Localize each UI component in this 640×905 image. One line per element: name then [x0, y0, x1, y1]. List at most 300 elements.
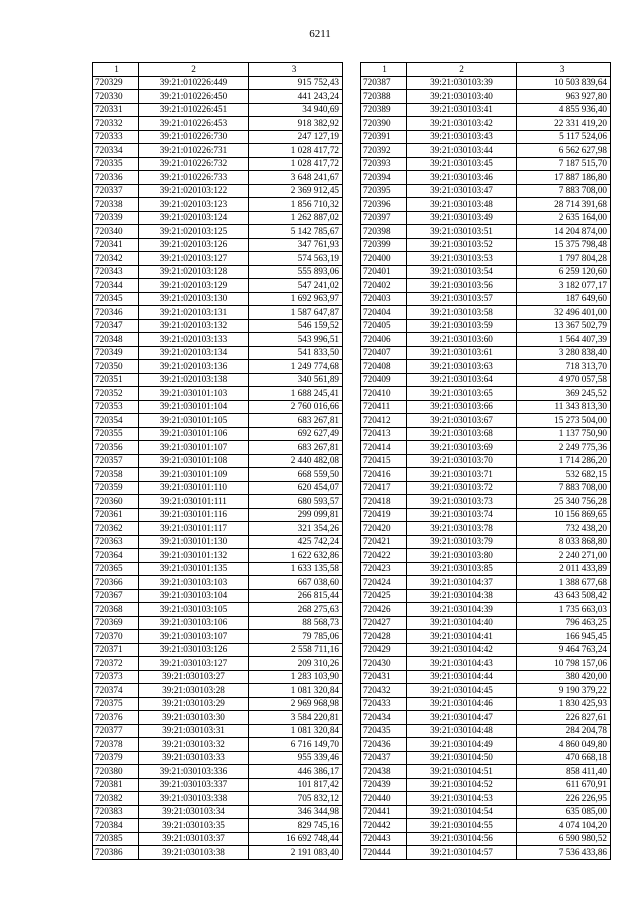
value-cell: 668 559,50 — [249, 468, 343, 482]
cadastral-number-cell: 39:21:020103:133 — [139, 333, 249, 347]
row-number-cell: 720336 — [93, 171, 139, 185]
value-cell: 620 454,07 — [249, 481, 343, 495]
row-number-cell: 720385 — [93, 832, 139, 846]
row-number-cell: 720432 — [361, 684, 407, 698]
cadastral-number-cell: 39:21:010226:450 — [139, 90, 249, 104]
cadastral-number-cell: 39:21:010226:453 — [139, 117, 249, 131]
cadastral-number-cell: 39:21:010226:731 — [139, 144, 249, 158]
table-row — [361, 603, 611, 617]
row-number-cell: 720352 — [93, 387, 139, 401]
cadastral-number-cell: 39:21:030104:40 — [407, 616, 517, 630]
cadastral-number-cell: 39:21:010226:449 — [139, 76, 249, 90]
table-row — [93, 819, 343, 833]
row-number-cell: 720341 — [93, 238, 139, 252]
row-number-cell: 720389 — [361, 103, 407, 117]
table-row — [361, 846, 611, 860]
value-cell: 1 028 417,72 — [249, 157, 343, 171]
row-number-cell: 720358 — [93, 468, 139, 482]
cadastral-number-cell: 39:21:030103:337 — [139, 778, 249, 792]
row-number-cell: 720355 — [93, 427, 139, 441]
cadastral-number-cell: 39:21:010226:732 — [139, 157, 249, 171]
column-header-2: 2 — [407, 63, 517, 77]
value-cell: 28 714 391,68 — [517, 198, 611, 212]
table-row — [361, 535, 611, 549]
cadastral-number-cell: 39:21:030101:105 — [139, 414, 249, 428]
row-number-cell: 720406 — [361, 333, 407, 347]
cadastral-number-cell: 39:21:030103:79 — [407, 535, 517, 549]
row-number-cell: 720416 — [361, 468, 407, 482]
value-cell: 2 635 164,00 — [517, 211, 611, 225]
table-row — [93, 414, 343, 428]
table-row — [93, 387, 343, 401]
row-number-cell: 720431 — [361, 670, 407, 684]
table-row — [93, 427, 343, 441]
table-row — [361, 508, 611, 522]
table-row — [361, 481, 611, 495]
value-cell: 1 856 710,32 — [249, 198, 343, 212]
value-cell: 8 033 868,80 — [517, 535, 611, 549]
cadastral-number-cell: 39:21:020103:129 — [139, 279, 249, 293]
cadastral-number-cell: 39:21:030104:38 — [407, 589, 517, 603]
cadastral-number-cell: 39:21:030103:107 — [139, 630, 249, 644]
cadastral-number-cell: 39:21:030103:67 — [407, 414, 517, 428]
row-number-cell: 720388 — [361, 90, 407, 104]
value-cell: 543 996,51 — [249, 333, 343, 347]
table-row — [93, 562, 343, 576]
table-row — [361, 306, 611, 320]
cadastral-number-cell: 39:21:030103:66 — [407, 400, 517, 414]
table-row — [361, 589, 611, 603]
table-row — [93, 117, 343, 131]
row-number-cell: 720330 — [93, 90, 139, 104]
table-row — [93, 400, 343, 414]
table-row — [93, 441, 343, 455]
table-row — [93, 697, 343, 711]
value-cell: 34 940,69 — [249, 103, 343, 117]
table-row — [93, 751, 343, 765]
value-cell: 546 159,52 — [249, 319, 343, 333]
value-cell: 1 388 677,68 — [517, 576, 611, 590]
value-cell: 2 440 482,08 — [249, 454, 343, 468]
table-row — [361, 130, 611, 144]
row-number-cell: 720418 — [361, 495, 407, 509]
cadastral-number-cell: 39:21:030103:41 — [407, 103, 517, 117]
value-cell: 829 745,16 — [249, 819, 343, 833]
table-row — [361, 468, 611, 482]
row-number-cell: 720429 — [361, 643, 407, 657]
value-cell: 79 785,06 — [249, 630, 343, 644]
value-cell: 1 688 245,41 — [249, 387, 343, 401]
row-number-cell: 720392 — [361, 144, 407, 158]
table-row — [361, 805, 611, 819]
row-number-cell: 720411 — [361, 400, 407, 414]
row-number-cell: 720407 — [361, 346, 407, 360]
value-cell: 9 190 379,22 — [517, 684, 611, 698]
table-row — [361, 387, 611, 401]
table-row — [93, 535, 343, 549]
cadastral-number-cell: 39:21:010226:733 — [139, 171, 249, 185]
row-number-cell: 720395 — [361, 184, 407, 198]
row-number-cell: 720430 — [361, 657, 407, 671]
value-cell: 1 081 320,84 — [249, 684, 343, 698]
cadastral-number-cell: 39:21:030103:63 — [407, 360, 517, 374]
cadastral-number-cell: 39:21:030103:106 — [139, 616, 249, 630]
cadastral-number-cell: 39:21:030103:336 — [139, 765, 249, 779]
cadastral-number-cell: 39:21:020103:123 — [139, 198, 249, 212]
row-number-cell: 720390 — [361, 117, 407, 131]
cadastral-number-cell: 39:21:030103:54 — [407, 265, 517, 279]
row-number-cell: 720422 — [361, 549, 407, 563]
table-row — [93, 616, 343, 630]
table-row — [93, 157, 343, 171]
cadastral-number-cell: 39:21:030103:78 — [407, 522, 517, 536]
table-row — [361, 333, 611, 347]
row-number-cell: 720412 — [361, 414, 407, 428]
cadastral-number-cell: 39:21:030101:130 — [139, 535, 249, 549]
cadastral-number-cell: 39:21:020103:134 — [139, 346, 249, 360]
table-row — [93, 495, 343, 509]
value-cell: 43 643 508,42 — [517, 589, 611, 603]
cadastral-number-cell: 39:21:030104:45 — [407, 684, 517, 698]
cadastral-number-cell: 39:21:030104:55 — [407, 819, 517, 833]
value-cell: 3 280 838,40 — [517, 346, 611, 360]
value-cell: 611 670,91 — [517, 778, 611, 792]
value-cell: 692 627,49 — [249, 427, 343, 441]
table-row — [361, 427, 611, 441]
table-row — [361, 454, 611, 468]
row-number-cell: 720437 — [361, 751, 407, 765]
table-row — [361, 562, 611, 576]
table-row — [93, 589, 343, 603]
row-number-cell: 720370 — [93, 630, 139, 644]
value-cell: 532 682,15 — [517, 468, 611, 482]
row-number-cell: 720438 — [361, 765, 407, 779]
value-cell: 680 593,57 — [249, 495, 343, 509]
value-cell: 7 883 708,00 — [517, 481, 611, 495]
table-row — [361, 225, 611, 239]
value-cell: 5 142 785,67 — [249, 225, 343, 239]
table-row — [93, 198, 343, 212]
cadastral-number-cell: 39:21:030104:37 — [407, 576, 517, 590]
row-number-cell: 720354 — [93, 414, 139, 428]
value-cell: 6 716 149,70 — [249, 738, 343, 752]
table-row — [361, 819, 611, 833]
table-row — [93, 805, 343, 819]
row-number-cell: 720368 — [93, 603, 139, 617]
table-row — [93, 319, 343, 333]
cadastral-number-cell: 39:21:030103:52 — [407, 238, 517, 252]
value-cell: 1 137 750,90 — [517, 427, 611, 441]
value-cell: 4 860 049,80 — [517, 738, 611, 752]
cadastral-number-cell: 39:21:030103:30 — [139, 711, 249, 725]
row-number-cell: 720435 — [361, 724, 407, 738]
row-number-cell: 720427 — [361, 616, 407, 630]
cadastral-number-cell: 39:21:030104:49 — [407, 738, 517, 752]
cadastral-number-cell: 39:21:030103:60 — [407, 333, 517, 347]
row-number-cell: 720338 — [93, 198, 139, 212]
cadastral-number-cell: 39:21:020103:128 — [139, 265, 249, 279]
row-number-cell: 720350 — [93, 360, 139, 374]
row-number-cell: 720377 — [93, 724, 139, 738]
value-cell: 4 855 936,40 — [517, 103, 611, 117]
cadastral-number-cell: 39:21:010226:730 — [139, 130, 249, 144]
cadastral-number-cell: 39:21:020103:122 — [139, 184, 249, 198]
cadastral-number-cell: 39:21:030101:109 — [139, 468, 249, 482]
value-cell: 1 622 632,86 — [249, 549, 343, 563]
cadastral-number-cell: 39:21:030103:33 — [139, 751, 249, 765]
cadastral-number-cell: 39:21:030103:127 — [139, 657, 249, 671]
cadastral-number-cell: 39:21:030101:106 — [139, 427, 249, 441]
row-number-cell: 720426 — [361, 603, 407, 617]
value-cell: 4 074 104,20 — [517, 819, 611, 833]
table-row — [93, 576, 343, 590]
row-number-cell: 720425 — [361, 589, 407, 603]
value-cell: 1 633 135,58 — [249, 562, 343, 576]
table-row — [93, 225, 343, 239]
value-cell: 284 204,78 — [517, 724, 611, 738]
table-row — [93, 252, 343, 266]
row-number-cell: 720378 — [93, 738, 139, 752]
value-cell: 14 204 874,00 — [517, 225, 611, 239]
row-number-cell: 720421 — [361, 535, 407, 549]
cadastral-number-cell: 39:21:030103:53 — [407, 252, 517, 266]
cadastral-number-cell: 39:21:030103:43 — [407, 130, 517, 144]
table-row — [361, 670, 611, 684]
row-number-cell: 720371 — [93, 643, 139, 657]
cadastral-number-cell: 39:21:030104:47 — [407, 711, 517, 725]
row-number-cell: 720439 — [361, 778, 407, 792]
value-cell: 683 267,81 — [249, 414, 343, 428]
cadastral-number-cell: 39:21:030103:42 — [407, 117, 517, 131]
value-cell: 470 668,18 — [517, 751, 611, 765]
table-row — [361, 778, 611, 792]
value-cell: 6 562 627,98 — [517, 144, 611, 158]
cadastral-number-cell: 39:21:030103:71 — [407, 468, 517, 482]
row-number-cell: 720440 — [361, 792, 407, 806]
row-number-cell: 720433 — [361, 697, 407, 711]
row-number-cell: 720423 — [361, 562, 407, 576]
table-row — [361, 117, 611, 131]
row-number-cell: 720372 — [93, 657, 139, 671]
value-cell: 15 273 504,00 — [517, 414, 611, 428]
left-table — [92, 62, 343, 860]
cadastral-number-cell: 39:21:030101:104 — [139, 400, 249, 414]
table-row — [361, 630, 611, 644]
row-number-cell: 720331 — [93, 103, 139, 117]
cadastral-number-cell: 39:21:030103:44 — [407, 144, 517, 158]
table-row — [361, 252, 611, 266]
table-row — [361, 157, 611, 171]
value-cell: 1 249 774,68 — [249, 360, 343, 374]
value-cell: 347 761,93 — [249, 238, 343, 252]
cadastral-number-cell: 39:21:030104:50 — [407, 751, 517, 765]
value-cell: 963 927,80 — [517, 90, 611, 104]
cadastral-number-cell: 39:21:030103:72 — [407, 481, 517, 495]
table-row — [93, 265, 343, 279]
row-number-cell: 720393 — [361, 157, 407, 171]
value-cell: 380 420,00 — [517, 670, 611, 684]
row-number-cell: 720375 — [93, 697, 139, 711]
value-cell: 1 587 647,87 — [249, 306, 343, 320]
cadastral-number-cell: 39:21:030104:43 — [407, 657, 517, 671]
value-cell: 718 313,70 — [517, 360, 611, 374]
table-row — [361, 522, 611, 536]
cadastral-number-cell: 39:21:020103:124 — [139, 211, 249, 225]
right-table-body — [361, 76, 611, 859]
row-number-cell: 720400 — [361, 252, 407, 266]
row-number-cell: 720349 — [93, 346, 139, 360]
column-header-3: 3 — [249, 63, 343, 77]
value-cell: 667 038,60 — [249, 576, 343, 590]
row-number-cell: 720334 — [93, 144, 139, 158]
row-number-cell: 720329 — [93, 76, 139, 90]
table-row — [361, 319, 611, 333]
row-number-cell: 720343 — [93, 265, 139, 279]
value-cell: 7 883 708,00 — [517, 184, 611, 198]
value-cell: 547 241,02 — [249, 279, 343, 293]
value-cell: 2 249 775,36 — [517, 441, 611, 455]
cadastral-number-cell: 39:21:030103:29 — [139, 697, 249, 711]
table-row — [361, 211, 611, 225]
value-cell: 955 339,46 — [249, 751, 343, 765]
cadastral-number-cell: 39:21:030103:103 — [139, 576, 249, 590]
cadastral-number-cell: 39:21:030104:56 — [407, 832, 517, 846]
row-number-cell: 720353 — [93, 400, 139, 414]
value-cell: 1 735 663,03 — [517, 603, 611, 617]
row-number-cell: 720360 — [93, 495, 139, 509]
row-number-cell: 720417 — [361, 481, 407, 495]
table-row — [361, 279, 611, 293]
table-row — [93, 765, 343, 779]
value-cell: 3 182 077,17 — [517, 279, 611, 293]
table-row — [361, 400, 611, 414]
value-cell: 858 411,40 — [517, 765, 611, 779]
cadastral-number-cell: 39:21:030104:42 — [407, 643, 517, 657]
cadastral-number-cell: 39:21:020103:126 — [139, 238, 249, 252]
row-number-cell: 720366 — [93, 576, 139, 590]
cadastral-number-cell: 39:21:030104:52 — [407, 778, 517, 792]
value-cell: 2 191 083,40 — [249, 846, 343, 860]
column-header-1: 1 — [93, 63, 139, 77]
cadastral-number-cell: 39:21:030104:57 — [407, 846, 517, 860]
column-header-1: 1 — [361, 63, 407, 77]
table-header-row — [93, 63, 343, 77]
row-number-cell: 720434 — [361, 711, 407, 725]
table-row — [93, 306, 343, 320]
cadastral-number-cell: 39:21:030103:28 — [139, 684, 249, 698]
row-number-cell: 720373 — [93, 670, 139, 684]
cadastral-number-cell: 39:21:030103:105 — [139, 603, 249, 617]
table-row — [361, 90, 611, 104]
value-cell: 268 275,63 — [249, 603, 343, 617]
table-row — [361, 711, 611, 725]
cadastral-number-cell: 39:21:030103:74 — [407, 508, 517, 522]
table-row — [93, 832, 343, 846]
cadastral-number-cell: 39:21:030103:69 — [407, 441, 517, 455]
row-number-cell: 720346 — [93, 306, 139, 320]
row-number-cell: 720333 — [93, 130, 139, 144]
value-cell: 446 386,17 — [249, 765, 343, 779]
row-number-cell: 720394 — [361, 171, 407, 185]
cadastral-number-cell: 39:21:030104:53 — [407, 792, 517, 806]
table-row — [93, 90, 343, 104]
cadastral-number-cell: 39:21:030104:48 — [407, 724, 517, 738]
cadastral-number-cell: 39:21:030101:110 — [139, 481, 249, 495]
value-cell: 2 558 711,16 — [249, 643, 343, 657]
table-row — [93, 184, 343, 198]
table-row — [361, 346, 611, 360]
row-number-cell: 720376 — [93, 711, 139, 725]
value-cell: 321 354,26 — [249, 522, 343, 536]
table-row — [93, 657, 343, 671]
cadastral-number-cell: 39:21:020103:131 — [139, 306, 249, 320]
table-row — [361, 684, 611, 698]
table-row — [93, 279, 343, 293]
cadastral-number-cell: 39:21:020103:130 — [139, 292, 249, 306]
row-number-cell: 720356 — [93, 441, 139, 455]
cadastral-number-cell: 39:21:030103:126 — [139, 643, 249, 657]
cadastral-number-cell: 39:21:030103:338 — [139, 792, 249, 806]
table-row — [93, 522, 343, 536]
value-cell: 1 830 425,93 — [517, 697, 611, 711]
cadastral-number-cell: 39:21:030103:57 — [407, 292, 517, 306]
value-cell: 17 887 186,80 — [517, 171, 611, 185]
cadastral-number-cell: 39:21:020103:125 — [139, 225, 249, 239]
value-cell: 7 187 515,70 — [517, 157, 611, 171]
table-row — [361, 265, 611, 279]
cadastral-number-cell: 39:21:030103:39 — [407, 76, 517, 90]
value-cell: 796 463,25 — [517, 616, 611, 630]
cadastral-number-cell: 39:21:030104:44 — [407, 670, 517, 684]
table-row — [93, 238, 343, 252]
cadastral-number-cell: 39:21:030103:37 — [139, 832, 249, 846]
row-number-cell: 720357 — [93, 454, 139, 468]
cadastral-number-cell: 39:21:030103:35 — [139, 819, 249, 833]
value-cell: 9 464 763,24 — [517, 643, 611, 657]
left-table-body — [93, 76, 343, 859]
row-number-cell: 720414 — [361, 441, 407, 455]
table-row — [93, 738, 343, 752]
table-row — [93, 603, 343, 617]
table-row — [93, 481, 343, 495]
table-row — [361, 576, 611, 590]
table-row — [361, 724, 611, 738]
value-cell: 5 117 524,06 — [517, 130, 611, 144]
table-row — [361, 198, 611, 212]
cadastral-number-cell: 39:21:030103:46 — [407, 171, 517, 185]
right-table — [360, 62, 611, 860]
table-row — [93, 724, 343, 738]
cadastral-number-cell: 39:21:030103:40 — [407, 90, 517, 104]
row-number-cell: 720441 — [361, 805, 407, 819]
value-cell: 2 969 968,98 — [249, 697, 343, 711]
value-cell: 1 283 103,90 — [249, 670, 343, 684]
row-number-cell: 720384 — [93, 819, 139, 833]
value-cell: 732 438,20 — [517, 522, 611, 536]
value-cell: 166 945,45 — [517, 630, 611, 644]
table-row — [361, 171, 611, 185]
row-number-cell: 720399 — [361, 238, 407, 252]
value-cell: 32 496 401,00 — [517, 306, 611, 320]
row-number-cell: 720420 — [361, 522, 407, 536]
value-cell: 369 245,52 — [517, 387, 611, 401]
row-number-cell: 720332 — [93, 117, 139, 131]
row-number-cell: 720379 — [93, 751, 139, 765]
row-number-cell: 720398 — [361, 225, 407, 239]
value-cell: 1 692 963,97 — [249, 292, 343, 306]
value-cell: 187 649,60 — [517, 292, 611, 306]
cadastral-number-cell: 39:21:030103:47 — [407, 184, 517, 198]
